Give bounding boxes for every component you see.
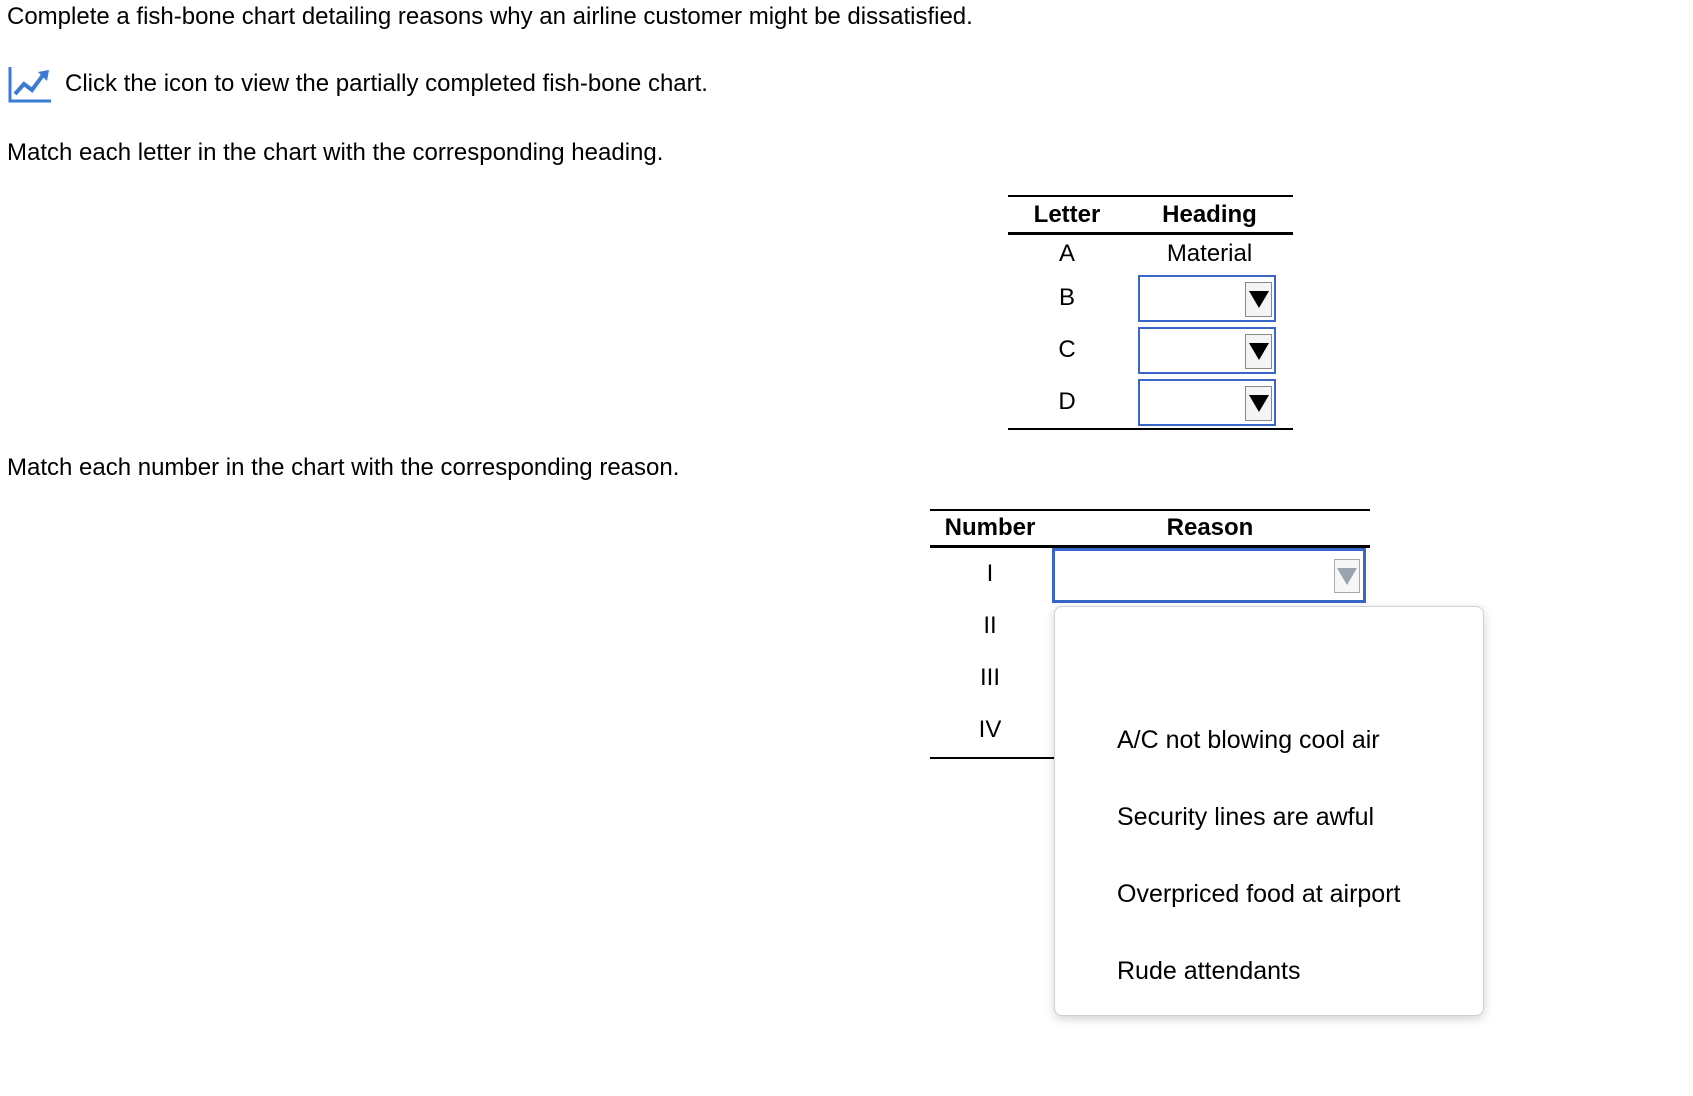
heading-instruction: Match each letter in the chart with the corresponding heading. xyxy=(7,139,664,166)
heading-table-header xyxy=(1008,197,1293,235)
reason-table-header xyxy=(930,511,1370,548)
number-cell: IV xyxy=(978,716,1002,743)
question-text: Complete a fish-bone chart detailing reasons why an airline customer might be dissatisfied. xyxy=(7,3,973,30)
dropdown-option[interactable]: Rude attendants xyxy=(1117,957,1301,985)
letter-cell: D xyxy=(1058,388,1076,415)
heading-column-header: Heading xyxy=(1162,200,1257,228)
letter-column-header: Letter xyxy=(1033,200,1101,228)
reason-select-i[interactable] xyxy=(1052,548,1366,603)
letter-cell: A xyxy=(1058,239,1075,267)
number-cell: III xyxy=(979,664,1000,691)
dropdown-option[interactable]: Security lines are awful xyxy=(1117,803,1375,831)
reason-instruction: Match each number in the chart with the corresponding reason. xyxy=(7,454,680,481)
dropdown-option[interactable]: A/C not blowing cool air xyxy=(1117,726,1380,754)
dropdown-option-blank[interactable] xyxy=(1055,607,1483,707)
chevron-down-icon[interactable] xyxy=(1334,559,1360,593)
table-row xyxy=(1008,272,1293,324)
table-row xyxy=(1008,324,1293,376)
table-row xyxy=(1008,235,1293,272)
number-cell: I xyxy=(986,560,994,587)
chart-link-row xyxy=(8,64,708,104)
chevron-down-icon[interactable] xyxy=(1245,282,1272,317)
table-row xyxy=(1008,376,1293,428)
heading-select-b[interactable] xyxy=(1138,275,1276,322)
heading-select-c[interactable] xyxy=(1138,327,1276,374)
reason-dropdown-menu xyxy=(1054,606,1484,1016)
letter-cell: C xyxy=(1058,336,1076,363)
heading-cell: Material xyxy=(1166,239,1253,267)
reason-column-header: Reason xyxy=(1166,514,1254,541)
chart-icon[interactable] xyxy=(8,64,53,104)
heading-select-d[interactable] xyxy=(1138,379,1276,426)
dropdown-option[interactable]: Overpriced food at airport xyxy=(1117,880,1401,908)
letter-cell: B xyxy=(1058,284,1075,311)
number-cell: II xyxy=(983,612,997,639)
chevron-down-icon[interactable] xyxy=(1245,386,1272,421)
chart-link-text[interactable]: Click the icon to view the partially completed fish-bone chart. xyxy=(65,70,708,97)
heading-table xyxy=(1008,195,1293,430)
number-column-header: Number xyxy=(944,514,1036,541)
chevron-down-icon[interactable] xyxy=(1245,334,1272,369)
table-divider xyxy=(930,757,1055,759)
